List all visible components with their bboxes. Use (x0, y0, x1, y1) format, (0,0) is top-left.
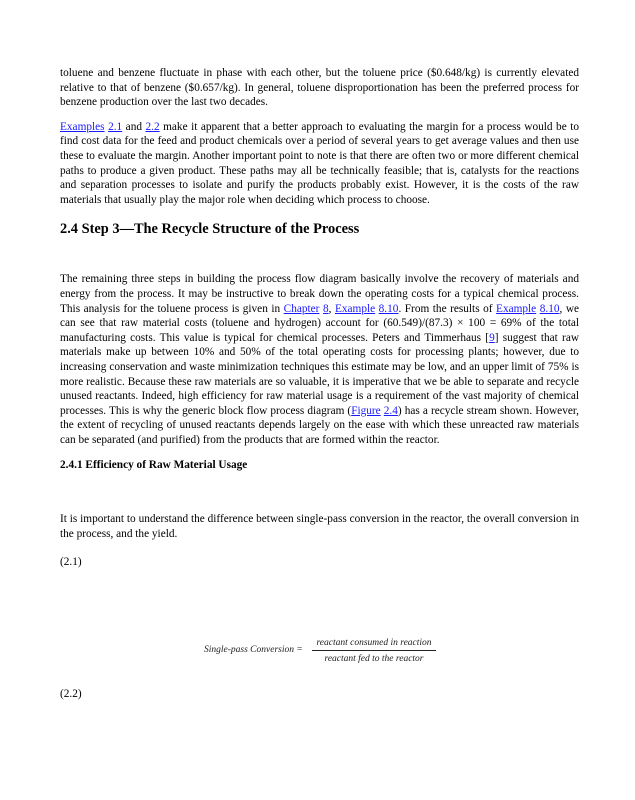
equation-single-pass-conversion (204, 637, 444, 667)
link-examples[interactable]: Examples (60, 120, 105, 133)
text-and: and (122, 120, 146, 133)
equation-lhs: Single-pass Conversion = (204, 645, 303, 655)
link-example-2-2[interactable]: 2.2 (145, 120, 160, 133)
fraction-bar (312, 650, 436, 651)
paragraph-conversion-intro: It is important to understand the difference between single-pass conversion in the reactor, the overall conversion in the process, and the yield. (60, 513, 579, 541)
equation-numerator: reactant consumed in reaction (316, 638, 432, 648)
link-chapter-8[interactable]: 8 (322, 302, 329, 315)
link-example[interactable]: Example (334, 302, 376, 315)
equation-number-2-1: (2.1) (60, 555, 82, 568)
text-run: , (328, 302, 335, 315)
link-chapter[interactable]: Chapter (283, 302, 320, 315)
text-run: . From the results of (398, 302, 497, 315)
equation-number-2-2: (2.2) (60, 688, 82, 700)
link-example-8-10[interactable]: 8.10 (378, 302, 399, 315)
paragraph-text: make it apparent that a better approach to evaluating the margin for a process would be to find cost data for the feed and product chemicals over a period of several years to get average values and then use these to evaluate the margin. Another important point to note is that there are often two or more different chemical paths to produce a given product. These paths may all be technically feasible; that is, catalysts for the reactions and separation processes to isolate and purify the products probably exist. However, it is the costs of the raw materials that usually play the major role when deciding which process to choose. (60, 120, 579, 206)
text-run: The remaining three steps in building the process flow diagram basically involve the recovery of materials and energy from the process. It may be instructive to break down the operating costs for a typical chemical process. This analysis for the toluene process is given in (60, 273, 579, 315)
text-run: , we can see that raw material costs (toluene and hydrogen) account for (60.549)/(87.3) × 100 = 69% of the total manufacturing costs. This value is typical for chemical processes. Peters and Timmerhaus [ (60, 302, 580, 344)
equation-denominator: reactant fed to the reactor (324, 654, 424, 664)
section-heading: 2.4 Step 3—The Recycle Structure of the Process (60, 221, 360, 238)
text-run: ) has a recycle stream shown. However, the extent of recycling of unused reactants depends largely on the ease with which these unreacted raw materials can be separated (and purified) from the products that are formed within the reactor. (60, 404, 579, 446)
paragraph-price-comparison: toluene and benzene fluctuate in phase with each other, but the toluene price ($0.648/kg) is currently elevated relative to that of benzene ($0.657/kg). In general, toluene disproportionation has been the preferred process for benzene production over the last two decades. (60, 67, 579, 109)
link-figure[interactable]: Figure (351, 404, 381, 417)
link-example-2-1[interactable]: 2.1 (108, 120, 123, 133)
subsection-heading: 2.4.1 Efficiency of Raw Material Usage (60, 459, 248, 472)
link-figure-2-4[interactable]: 2.4 (383, 404, 398, 417)
equation-fraction (312, 637, 436, 665)
link-reference-9[interactable]: 9 (489, 331, 495, 344)
link-example-b[interactable]: Example (496, 302, 537, 315)
paragraph-margin-evaluation (60, 120, 579, 208)
paragraph-recycle-structure (60, 272, 579, 447)
text-run: ] suggest that raw materials make up between 10% and 50% of the total operating costs for processing plants; however, due to increasing conservation and waste minimization techniques this estimate may be low, and an upper limit of 75% is more realistic. Because these raw materials are so valuable, it is imperative that we be able to separate and recycle unused reactants. Indeed, high efficiency for raw material usage is a requirement of the vast majority of chemical processes. This is why the generic block flow process diagram ( (60, 331, 579, 417)
document-page (60, 66, 579, 569)
link-example-8-10-b[interactable]: 8.10 (539, 302, 560, 315)
